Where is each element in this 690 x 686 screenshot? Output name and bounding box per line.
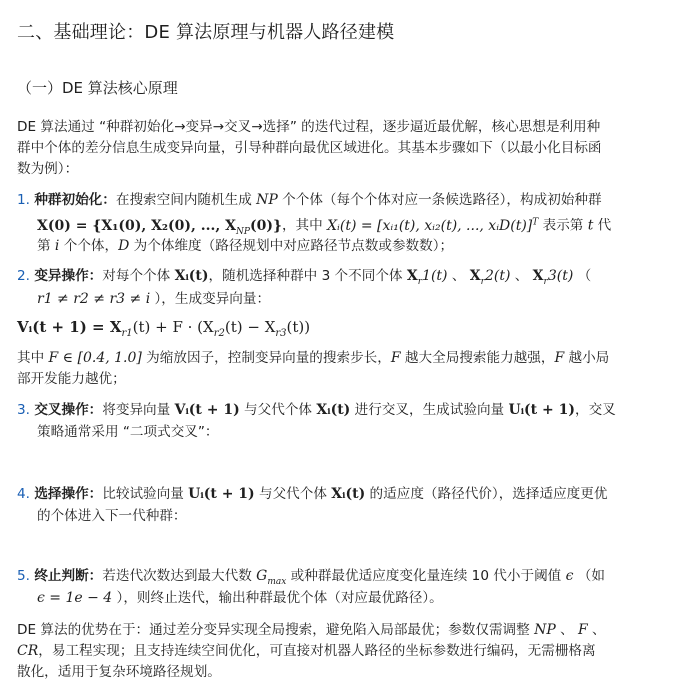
step-4-title: 选择操作：	[34, 486, 103, 502]
step-3-line-1: 3. 交叉操作：将变异向量 Vᵢ(t + 1) 与父代个体 Xᵢ(t) 进行交叉，生成试验向量 Uᵢ(t + 1)，交叉	[17, 402, 616, 418]
math-ui: Uᵢ(t + 1)	[188, 486, 255, 502]
math-np: NP	[534, 622, 556, 638]
mutation-equation: Vᵢ(t + $1) = X_{r1}(t) + F \cdot (X_{r2}(t) - X_{r3}(t))$	[17, 318, 311, 339]
step-5-title: 终止判断：	[34, 568, 103, 584]
step-5-number: 5.	[17, 568, 30, 584]
math-d: D	[118, 238, 130, 254]
step-4-line-2: 的个体进入下一代种群：	[37, 508, 187, 524]
intro-line-3: 数为例）：	[17, 161, 79, 177]
outro-line-1: DE 算法的优势在于：通过差分变异实现全局搜索，避免陷入局部最优；参数仅需调整 NP 、 F 、	[17, 622, 606, 638]
math-xr2: $X_r2(t)$	[469, 268, 511, 287]
step-2-line-2: r1 ≠ r2 ≠ r3 ≠ i ），生成变异向量：	[37, 291, 271, 307]
math-f: F	[390, 350, 401, 366]
step-1-text: ，其中	[281, 217, 328, 234]
step-2-note-line-1: 其中 F ∈ [0.4, 1.0] 为缩放因子，控制变异向量的搜索步长，F 越大全局搜索能力越强，F 越小局	[17, 350, 610, 366]
math-vi: Vᵢ(t + 1)	[174, 402, 240, 418]
math-xi: Xᵢ(t)	[316, 402, 351, 418]
subsection-heading: （一）DE 算法核心原理	[17, 79, 178, 97]
section-heading: 二、基础理论：DE 算法原理与机器人路径建模	[17, 22, 395, 43]
step-1-text: 在搜索空间内随机生成	[115, 192, 257, 208]
math-r-constraint: r1 ≠ r2 ≠ r3 ≠ i	[37, 291, 151, 307]
step-4-line-1: 4. 选择操作：比较试验向量 Uᵢ(t + 1) 与父代个体 Xᵢ(t) 的适应度（路径代价），选择适应度更优	[17, 486, 608, 502]
math-t: t	[587, 217, 594, 234]
math-np: NP	[256, 192, 278, 208]
math-xi: Xᵢ(t)	[174, 268, 209, 284]
step-1-text: 代	[593, 217, 612, 234]
math-epsilon: ϵ	[565, 568, 574, 584]
outro-line-2: CR，易工程实现；且支持连续空间优化，可直接对机器人路径的坐标参数进行编码，无需栅格离	[17, 643, 596, 659]
math-gmax: $G_{max}$	[256, 568, 287, 587]
math-population-set: X(0) = {X₁(0), X₂(0), ..., $X_{NP}(0)$}	[37, 217, 282, 237]
step-3-title: 交叉操作：	[34, 402, 103, 418]
step-2-note-line-2: 部开发能力越优；	[17, 371, 126, 387]
step-1-text: 表示第	[538, 217, 588, 234]
step-2-line-1: 2. 变异操作：对每个个体 Xᵢ(t)，随机选择种群中 3 个不同个体 $X_r1(t)$ 、 $X_r2(t)$ 、 $X_r3(t)$ （	[17, 268, 592, 287]
step-1-line-1	[17, 190, 602, 210]
math-individual-vector: Xᵢ(t) = [xᵢ₁(t), xᵢ₂(t), ..., xᵢD(t)]$^T$	[327, 217, 539, 234]
math-cr: CR	[17, 643, 39, 659]
step-3-line-2: 策略通常采用 “二项式交叉”：	[37, 424, 219, 440]
step-1-text: 个个体（每个个体对应一条候选路径），构成初始种群	[277, 192, 602, 208]
step-1-number: 1.	[17, 192, 30, 208]
step-1-line-3: 第 i 个个体，D 为个体维度（路径规划中对应路径节点数或参数数）；	[37, 238, 454, 254]
step-5-line-1: 5. 终止判断：若迭代次数达到最大代数 $G_{max}$ 或种群最优适应度变化量连续 10 代小于阈值 ϵ （如	[17, 568, 605, 587]
math-xr3: $X_r3(t)$	[532, 268, 574, 287]
math-xr1: $X_r1(t)$	[406, 268, 448, 287]
step-2-number: 2.	[17, 268, 30, 284]
math-epsilon-value: ϵ = 1e − 4	[37, 590, 113, 606]
math-f: F	[554, 350, 565, 366]
math-xi: Xᵢ(t)	[331, 486, 366, 502]
step-3-number: 3.	[17, 402, 30, 418]
math-i: i	[54, 238, 60, 254]
outro-line-3: 散化，适用于复杂环境路径规划。	[17, 664, 221, 680]
intro-line-1: DE 算法通过 “种群初始化→变异→交叉→选择” 的迭代过程，逐步逼近最优解，核心思想是利用种	[17, 119, 601, 135]
intro-line-2: 群中个体的差分信息生成变异向量，引导种群向最优区域进化。其基本步骤如下（以最小化目标函	[17, 140, 602, 156]
math-ui: Uᵢ(t + 1)	[508, 402, 575, 418]
math-f-range: F ∈ [0.4, 1.0]	[48, 350, 142, 366]
step-1-title: 种群初始化：	[34, 192, 116, 208]
step-4-number: 4.	[17, 486, 30, 502]
step-5-line-2: ϵ = 1e − 4 ），则终止迭代，输出种群最优个体（对应最优路径）。	[37, 590, 443, 606]
step-2-title: 变异操作：	[34, 268, 103, 284]
math-f: F	[578, 622, 588, 638]
